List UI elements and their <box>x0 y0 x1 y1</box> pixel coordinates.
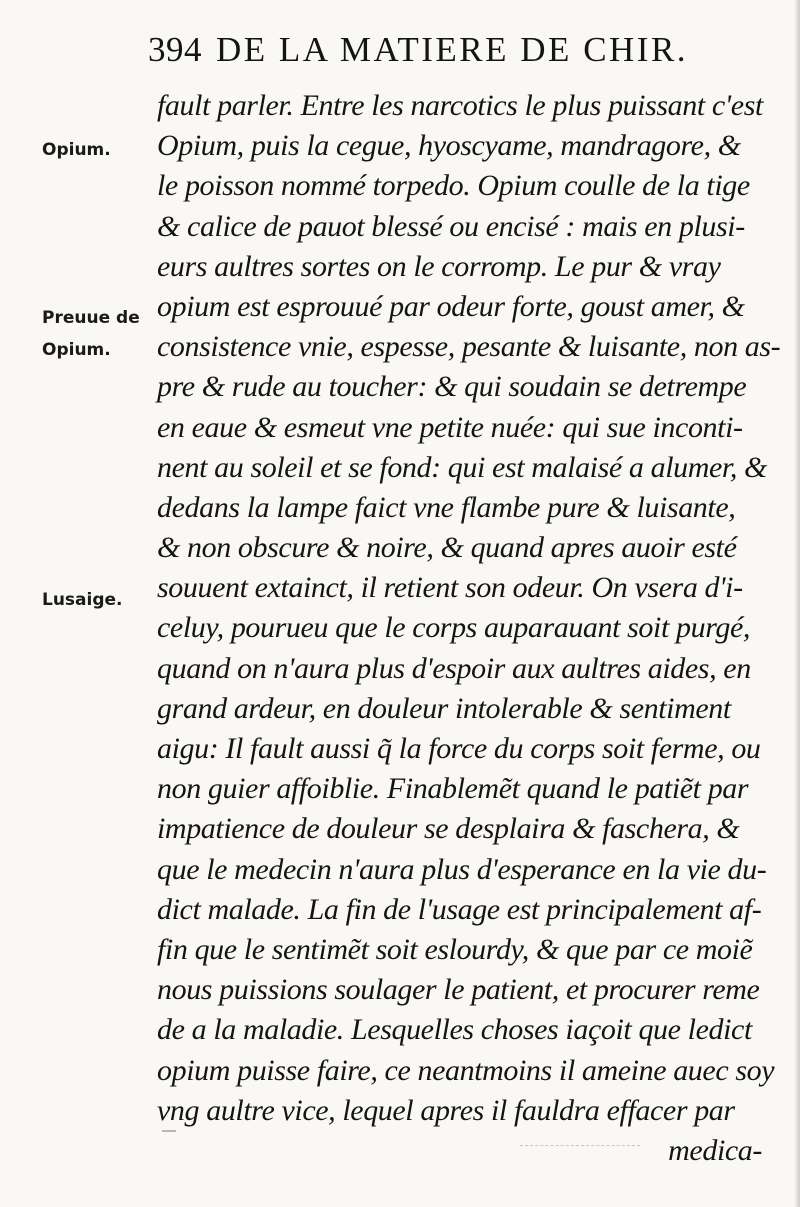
text-line: souuent extainct, il retient son odeur. On vsera d'i- <box>157 571 743 605</box>
margin-note-opium-2: Opium. <box>42 340 111 360</box>
margin-note-usage: Lusaige. <box>42 590 123 610</box>
text-line: Opium, puis la cegue, hyoscyame, mandragore, & <box>157 129 741 163</box>
text-line: que le medecin n'aura plus d'esperance en la vie du- <box>157 852 767 886</box>
running-header <box>148 30 788 70</box>
running-title: DE LA MATIERE DE CHIR. <box>216 30 689 69</box>
text-line: dedans la lampe faict vne flambe pure & luisante, <box>157 490 736 524</box>
margin-note-preuue: Preuue de <box>42 308 140 328</box>
text-line: impatience de douleur se desplaira & faschera, & <box>157 812 740 846</box>
page-number: 394 <box>148 30 202 69</box>
catchword: medica- <box>668 1133 762 1167</box>
text-line: de a la maladie. Lesquelles choses iaçoit que ledict <box>157 1013 752 1047</box>
text-line: dict malade. La fin de l'usage est principalement af- <box>157 892 762 926</box>
text-line: opium puisse faire, ce neantmoins il ameine auec soy <box>157 1053 775 1087</box>
text-line: quand on n'aura plus d'espoir aux aultres aides, en <box>157 651 751 685</box>
page-gutter-shadow <box>794 0 800 1207</box>
text-line: eurs aultres sortes on le corromp. Le pur & vray <box>157 249 721 283</box>
text-line: celuy, pourueu que le corps auparauant soit purgé, <box>157 611 750 645</box>
text-line: le poisson nommé torpedo. Opium coulle de la tige <box>157 169 750 203</box>
text-line: consistence vnie, espesse, pesante & luisante, non as- <box>157 330 781 364</box>
text-line: nent au soleil et se fond: qui est malaisé a alumer, & <box>157 450 767 484</box>
text-line: pre & rude au toucher: & qui soudain se detrempe <box>157 370 747 404</box>
body-text <box>157 86 792 1171</box>
text-line: & non obscure & noire, & quand apres auoir esté <box>157 531 737 565</box>
text-line: non guier affoiblie. Finablemẽt quand le patiẽt par <box>157 772 749 806</box>
text-line: fault parler. Entre les narcotics le plus puissant c'est <box>157 89 763 122</box>
text-line: vng aultre vice, lequel apres il fauldra effacer par <box>157 1093 735 1127</box>
text-line: fin que le sentimẽt soit eslourdy, & que par ce moiẽ <box>157 932 753 966</box>
text-line: & calice de pauot blessé ou encisé : mais en plusi- <box>157 209 745 243</box>
print-tick-mark <box>162 1130 176 1132</box>
text-line: nous puissions soulager le patient, et procurer reme <box>157 973 760 1007</box>
text-line: aigu: Il fault aussi q̃ la force du corps soit ferme, ou <box>157 732 761 765</box>
text-line: grand ardeur, en douleur intolerable & sentiment <box>157 691 731 725</box>
text-line: opium est esprouué par odeur forte, goust amer, & <box>157 289 745 323</box>
margin-note-opium: Opium. <box>42 140 111 160</box>
text-line: en eaue & esmeut vne petite nuée: qui sue inconti- <box>157 410 743 444</box>
print-signature-mark <box>520 1141 640 1146</box>
